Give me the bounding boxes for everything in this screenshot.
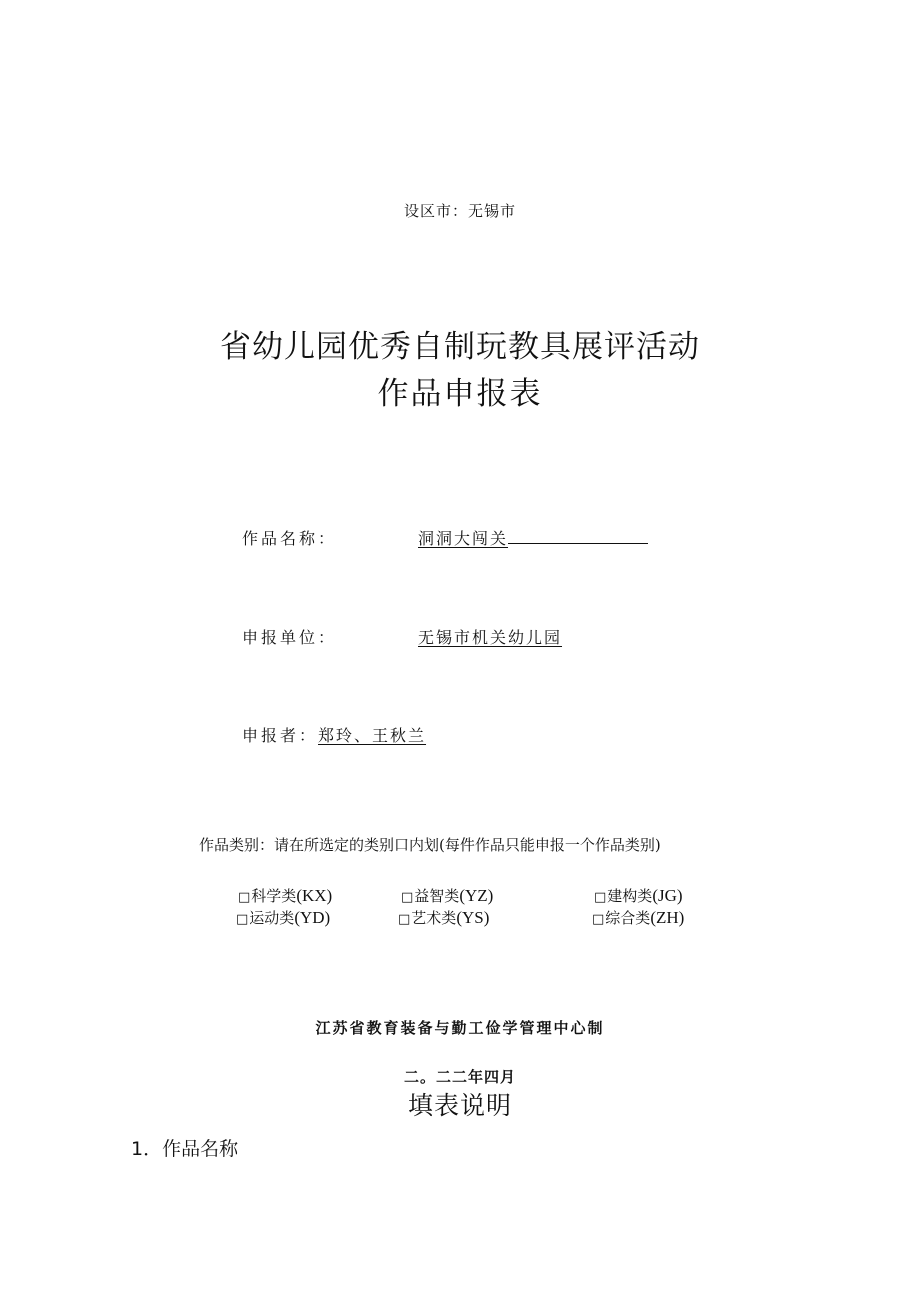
category-label: 运动类 <box>249 909 295 927</box>
page-subtitle: 作品申报表 <box>377 376 543 412</box>
work-name-value: 洞洞大闯关 <box>418 529 509 548</box>
category-option-yd[interactable] <box>236 907 330 928</box>
work-name-field <box>418 526 648 549</box>
checkbox-icon[interactable]: □ <box>594 890 607 905</box>
checkbox-icon[interactable]: □ <box>238 890 251 905</box>
checkbox-icon[interactable]: □ <box>398 912 411 927</box>
category-option-zh[interactable] <box>592 907 684 928</box>
category-label: 科学类 <box>251 887 297 905</box>
category-code: (KX) <box>296 886 333 905</box>
issuing-organization: 江苏省教育装备与勤工俭学管理中心制 <box>315 1019 605 1037</box>
category-option-ys[interactable] <box>398 907 489 928</box>
category-label: 艺术类 <box>411 909 457 927</box>
category-option-kx[interactable] <box>238 885 332 906</box>
applicant-label: 申报者： <box>242 726 319 745</box>
category-label: 综合类 <box>605 909 651 927</box>
work-name-label: 作品名称： <box>242 529 338 548</box>
applicant-value: 郑玲、王秋兰 <box>318 726 427 745</box>
category-label: 益智类 <box>414 887 460 905</box>
unit-value: 无锡市机关幼儿园 <box>418 628 563 647</box>
instruction-item-1: 1．作品名称 <box>131 1138 239 1160</box>
page-title: 省幼儿园优秀自制玩教具展评活动 <box>220 329 700 365</box>
category-code: (JG) <box>652 886 683 905</box>
category-option-jg[interactable] <box>594 885 683 906</box>
category-code: (YS) <box>456 908 490 927</box>
work-name-blank-line <box>508 531 648 544</box>
category-option-yz[interactable] <box>401 885 493 906</box>
checkbox-icon[interactable]: □ <box>401 890 414 905</box>
category-code: (ZH) <box>650 908 685 927</box>
category-label: 建构类 <box>607 887 653 905</box>
category-code: (YZ) <box>459 886 494 905</box>
unit-label: 申报单位： <box>242 628 338 647</box>
category-code: (YD) <box>294 908 331 927</box>
checkbox-icon[interactable]: □ <box>236 912 249 927</box>
checkbox-icon[interactable]: □ <box>592 912 605 927</box>
instructions-title: 填表说明 <box>407 1091 512 1120</box>
issue-date: 二。二二年四月 <box>403 1068 516 1086</box>
city-line: 设区市：无锡市 <box>403 202 516 220</box>
category-note: 作品类别：请在所选定的类别口内划(每件作品只能申报一个作品类别) <box>199 836 661 854</box>
applicant-field <box>242 723 426 746</box>
